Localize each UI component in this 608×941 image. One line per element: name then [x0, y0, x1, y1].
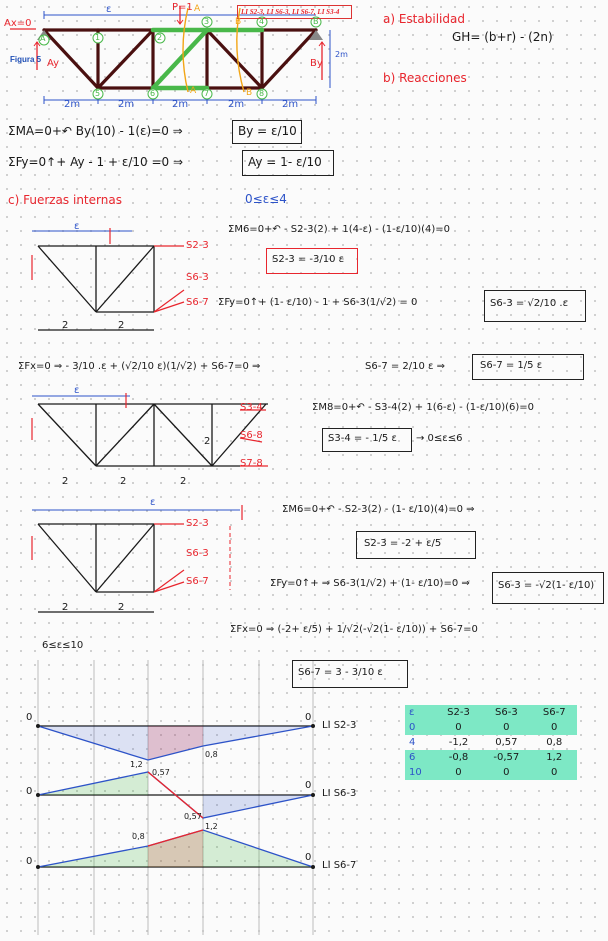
- moment-eq-a: ΣMA=0+↶ By(10) - 1(ε)=0 ⇒: [8, 124, 183, 138]
- table-cell: 6: [405, 750, 436, 765]
- table-cell: 4: [409, 737, 416, 748]
- node-label: A: [40, 34, 46, 43]
- li-value: 0,8: [205, 750, 218, 759]
- node-label: 2: [157, 33, 163, 42]
- fbd-dim: 2: [62, 476, 69, 487]
- epsilon-label: ε: [106, 4, 112, 15]
- fbd-force-label: S2-3: [186, 518, 209, 529]
- stability-formula: GH= (b+r) - (2n): [452, 30, 553, 44]
- fbd-dim: 2: [118, 602, 125, 613]
- fxb-equation: ΣFx=0 ⇒ (-2+ ε/5) + 1/√2(-√2(1- ε/10)) + S6-7=0: [230, 624, 478, 635]
- s67b-result: S6-7 = 3 - 3/10 ε: [298, 667, 383, 678]
- fbd-force-label: S6-3: [186, 272, 209, 283]
- fbd-force-label: S6-7: [186, 576, 209, 587]
- node-label: 4: [259, 17, 265, 26]
- fbd-dim: 2: [62, 602, 69, 613]
- fyb-equation: ΣFy=0↑+ ⇒ S6-3(1/√2) + (1- ε/10)=0 ⇒: [270, 578, 470, 589]
- li-value: 1,2: [130, 760, 143, 769]
- table-cell: 0,57: [495, 737, 518, 748]
- table-header: [405, 705, 577, 720]
- table-cell: 1,2: [531, 750, 577, 765]
- fbd-force-label: S6-8: [240, 430, 263, 441]
- fbd-epsilon: ε: [74, 221, 80, 232]
- node-label: 5: [95, 89, 101, 98]
- section-mark: B: [235, 17, 242, 27]
- table-cell: S2-3: [436, 705, 482, 720]
- table-cell: 0: [436, 765, 482, 780]
- table-cell: -0,57: [481, 750, 531, 765]
- zero-label: 0: [305, 852, 312, 863]
- table-cell: S6-7: [531, 705, 577, 720]
- zero-label: 0: [26, 712, 33, 723]
- m6-equation: ΣM6=0+↶ - S2-3(2) + 1(4-ε) - (1-ε/10)(4)=0: [228, 224, 451, 235]
- fbd-dim: 2: [180, 476, 187, 487]
- table-cell: -0,8: [436, 750, 482, 765]
- s34-range: → 0≤ε≤6: [416, 433, 463, 444]
- zero-label: 0: [26, 786, 33, 797]
- span-label: 2m: [228, 99, 245, 110]
- node-label: 7: [204, 89, 210, 98]
- zero-label: 0: [26, 856, 33, 867]
- influence-title-box: LI S2-3, LI S6-3, LI S6-7, LI S3-4: [237, 5, 352, 19]
- load-label: P=1: [172, 2, 193, 13]
- range-1: 0≤ε≤4: [245, 192, 287, 206]
- li-value: 0,8: [132, 832, 145, 841]
- s67-result: S6-7 = 1/5 ε: [480, 360, 543, 371]
- fbd-dim: 2: [118, 320, 125, 331]
- table-cell: 0: [531, 720, 577, 735]
- range-2: 6≤ε≤10: [42, 640, 84, 651]
- node-label: 3: [204, 17, 210, 26]
- s34-result: S3-4 = - 1/5 ε: [328, 433, 397, 444]
- s63-result: S6-3 = √2/10 .ε: [490, 298, 569, 309]
- fbd-force-label: S6-7: [186, 297, 209, 308]
- table-cell: -1,2: [448, 737, 469, 748]
- fbd-force-label: S2-3: [186, 240, 209, 251]
- table-cell: S6-3: [481, 705, 531, 720]
- fbd-force-label: S3-4: [240, 402, 263, 413]
- reactions-title: b) Reacciones: [383, 71, 467, 85]
- ay-result: Ay = 1- ε/10: [248, 155, 322, 169]
- by-result: By = ε/10: [238, 124, 297, 138]
- fbd-dim: 2: [120, 476, 127, 487]
- table-cell: 0: [405, 720, 436, 735]
- influence-table: [405, 705, 577, 780]
- node-label: B: [313, 17, 319, 26]
- s63b-result: S6-3 = -√2(1- ε/10): [498, 580, 595, 591]
- node-label: 6: [150, 89, 156, 98]
- span-label: 2m: [172, 99, 189, 110]
- table-cell: ε: [405, 705, 436, 720]
- fbd-force-label: S7-8: [240, 458, 263, 469]
- s23b-result: S2-3 = -2 + ε/5: [364, 538, 442, 549]
- node-label: 8: [259, 89, 265, 98]
- li-label: LI S6-3: [322, 788, 357, 799]
- li-value: 1,2: [205, 822, 218, 831]
- table-row: [405, 750, 577, 765]
- table-row: [405, 735, 577, 750]
- span-label: 2m: [64, 99, 81, 110]
- stability-title: a) Estabilidad: [383, 12, 465, 26]
- by-label: By: [310, 58, 323, 69]
- fx-equation: ΣFx=0 ⇒ - 3/10 .ε + (√2/10 ε)(1/√2) + S6-7=0 ⇒: [18, 361, 261, 372]
- m8-equation: ΣM8=0+↶ - S3-4(2) + 1(6-ε) - (1-ε/10)(6)=0: [312, 402, 535, 413]
- table-cell: 0: [481, 765, 531, 780]
- section-mark: B: [246, 88, 253, 98]
- span-label: 2m: [118, 99, 135, 110]
- zero-label: 0: [305, 780, 312, 791]
- li-label: LI S6-7: [322, 860, 357, 871]
- figure-label: Figura 5: [10, 55, 42, 64]
- s23-result: S2-3 = -3/10 ε: [272, 254, 345, 265]
- fbd-epsilon: ε: [150, 497, 156, 508]
- fy-eq: ΣFy=0↑+ Ay - 1 + ε/10 =0 ⇒: [8, 155, 184, 169]
- table-cell: 0: [531, 765, 577, 780]
- s67-intermediate: S6-7 = 2/10 ε ⇒: [365, 361, 446, 372]
- table-cell: 0: [436, 720, 482, 735]
- table-cell: 0: [481, 720, 531, 735]
- fy-equation: ΣFy=0↑+ (1- ε/10) - 1 + S6-3(1/√2) = 0: [218, 297, 418, 308]
- node-label: 1: [95, 33, 101, 42]
- section-mark: A: [194, 4, 201, 14]
- table-row: [405, 720, 577, 735]
- li-value: 0,57: [184, 812, 202, 821]
- m6b-equation: ΣM6=0+↶ - S2-3(2) - (1- ε/10)(4)=0 ⇒: [282, 504, 475, 515]
- ay-label: Ay: [47, 58, 60, 69]
- span-label: 2m: [282, 99, 299, 110]
- zero-label: 0: [305, 712, 312, 723]
- li-value: 0,57: [152, 768, 170, 777]
- table-cell: 10: [405, 765, 436, 780]
- fbd-dim: 2: [62, 320, 69, 331]
- ax-label: Ax=0: [4, 18, 32, 29]
- fbd-epsilon: ε: [74, 385, 80, 396]
- table-row: [405, 765, 577, 780]
- section-mark: A: [190, 86, 197, 96]
- height-label: 2m: [335, 50, 348, 59]
- fbd-dim: 2: [204, 436, 211, 447]
- table-cell: 0,8: [546, 737, 563, 748]
- internal-forces-title: c) Fuerzas internas: [8, 193, 122, 207]
- fbd-force-label: S6-3: [186, 548, 209, 559]
- li-label: LI S2-3: [322, 720, 357, 731]
